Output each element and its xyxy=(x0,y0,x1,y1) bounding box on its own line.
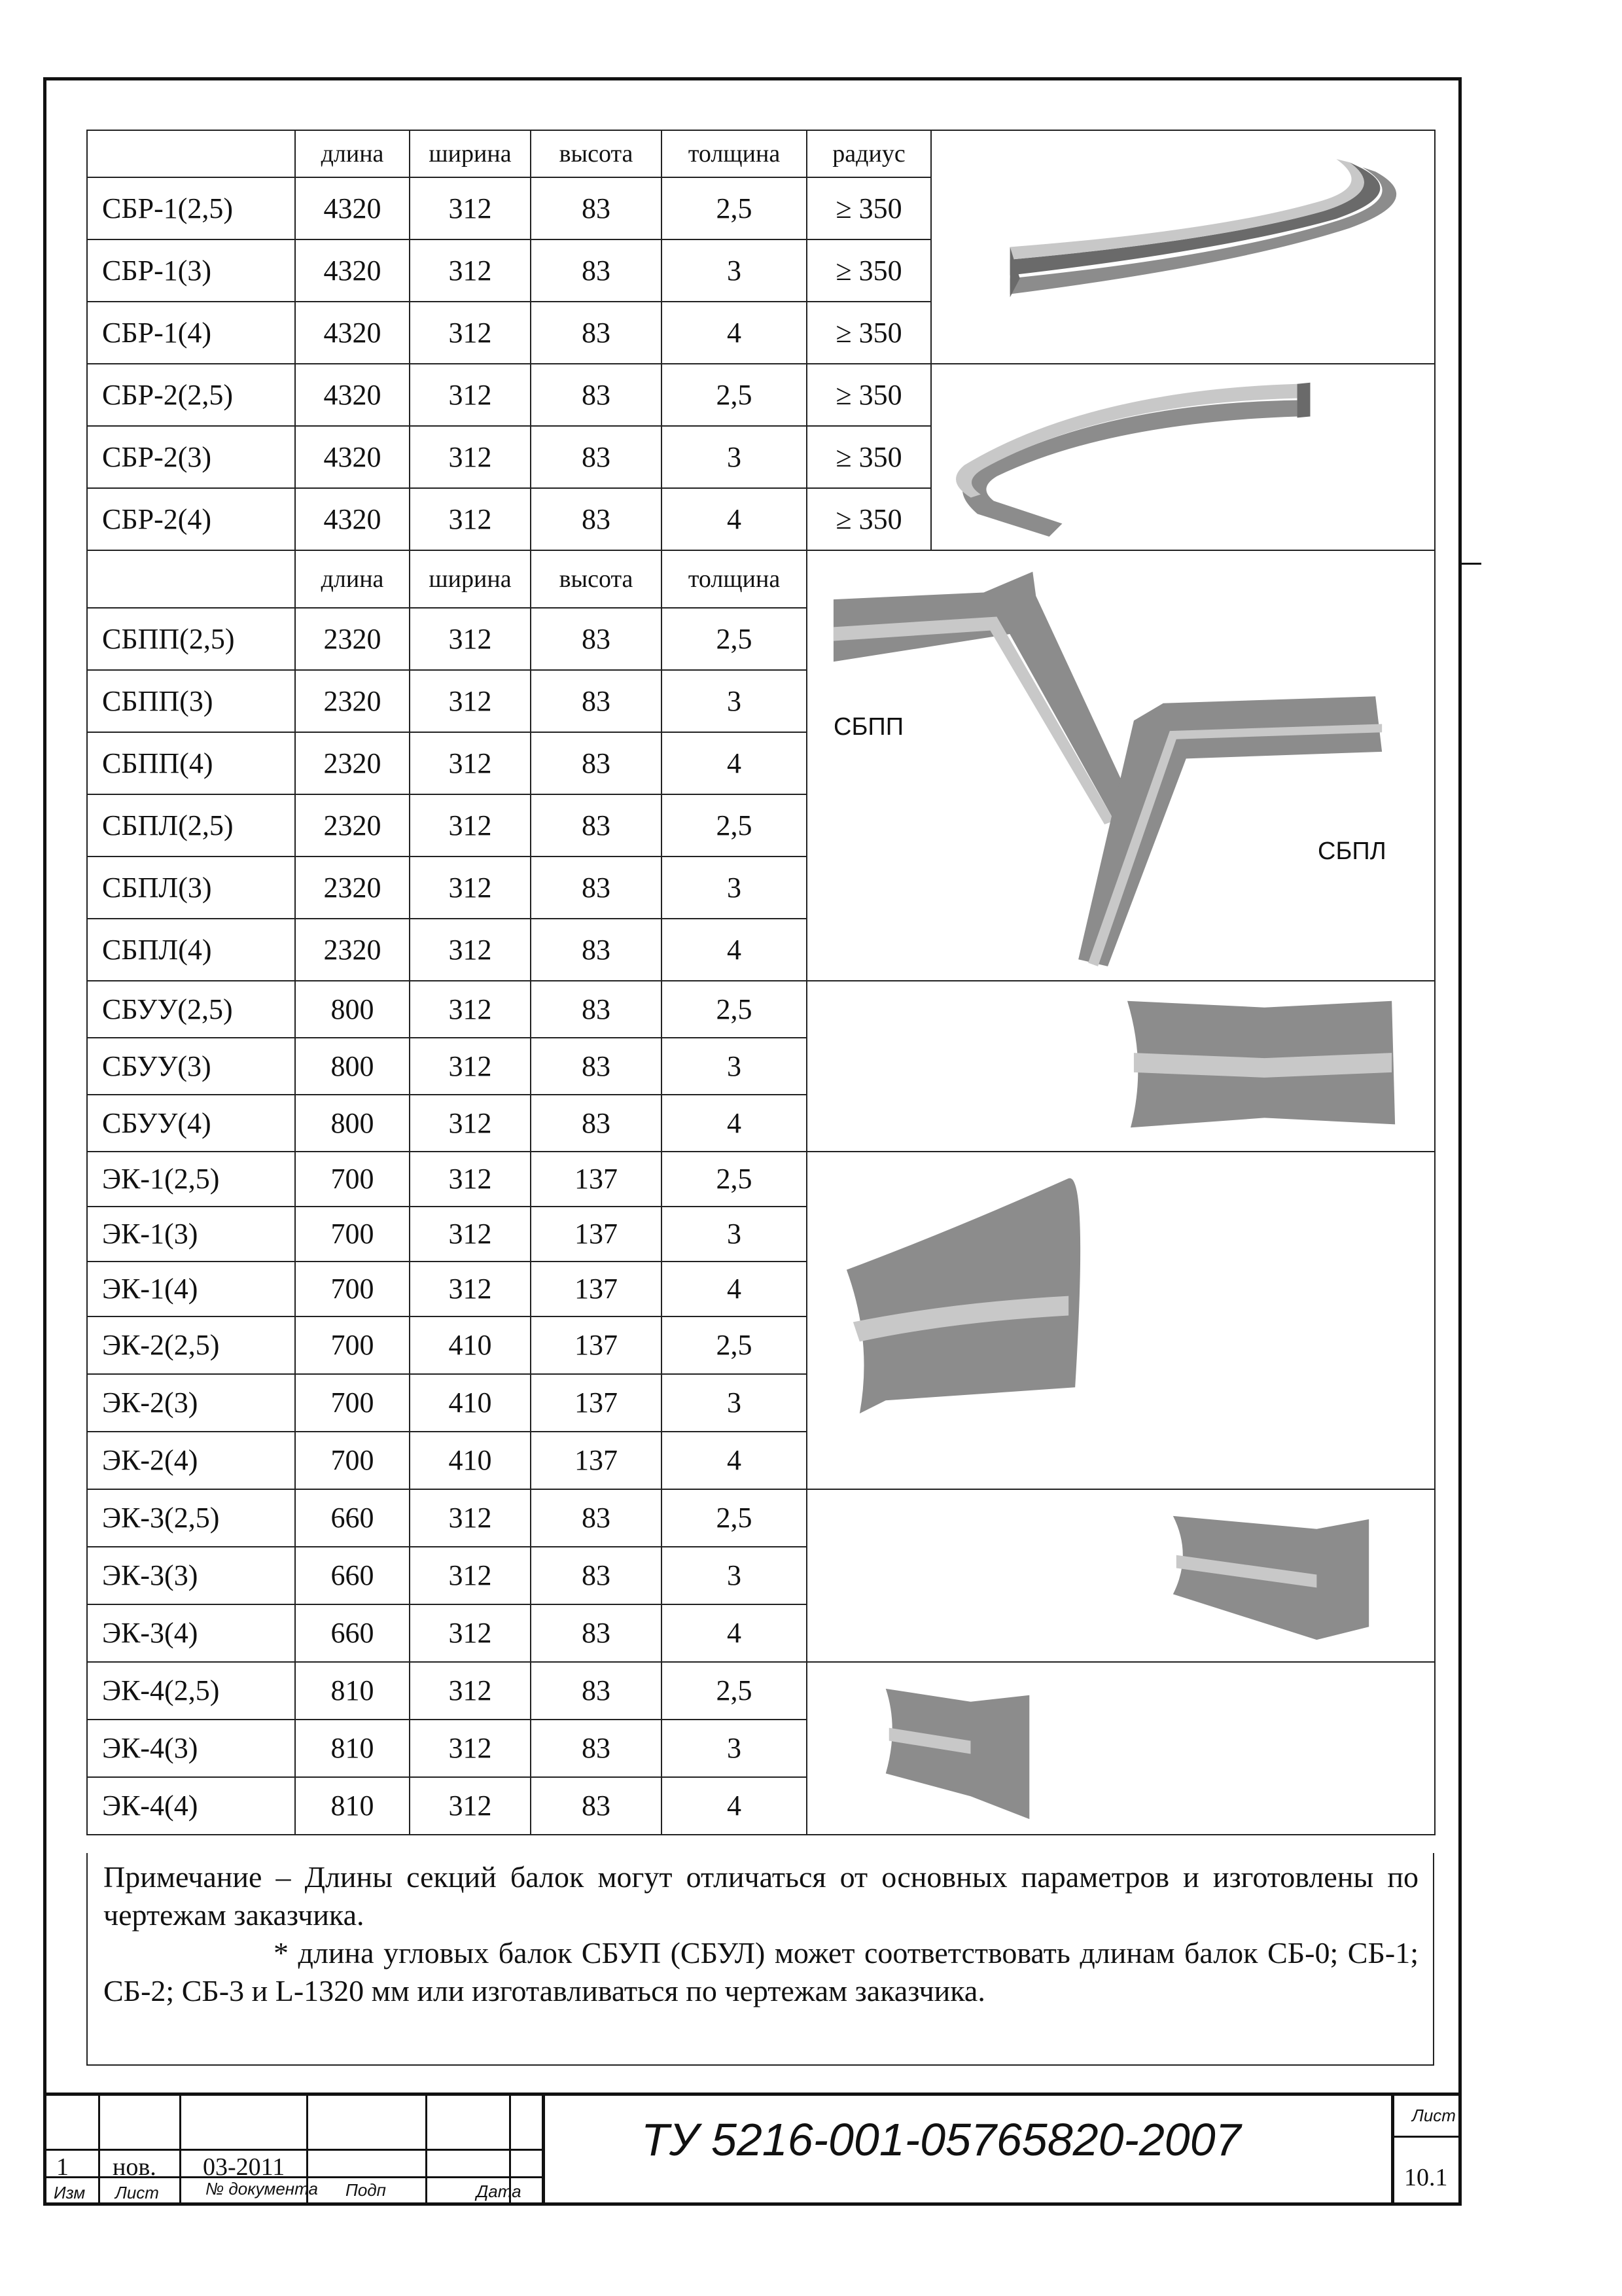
part-value: 410 xyxy=(410,1432,531,1489)
part-value: ≥ 350 xyxy=(807,239,931,302)
document-date: 03-2011 xyxy=(203,2153,285,2181)
part-value: 4 xyxy=(661,732,807,794)
part-value: 312 xyxy=(410,1720,531,1777)
header-height: высота xyxy=(531,130,661,177)
part-value: 83 xyxy=(531,1604,661,1662)
part-value: 83 xyxy=(531,670,661,732)
part-name: СБУУ(4) xyxy=(87,1095,295,1152)
part-value: 2,5 xyxy=(661,608,807,670)
table-row xyxy=(87,1152,1435,1207)
part-value: 4 xyxy=(661,488,807,550)
header-width: ширина xyxy=(410,130,531,177)
part-value: 800 xyxy=(295,1038,410,1095)
note-box xyxy=(86,1853,1434,2066)
part-value: 312 xyxy=(410,1262,531,1316)
sheet-number: 10.1 xyxy=(1404,2164,1448,2191)
part-name: СБР-2(4) xyxy=(87,488,295,550)
part-value: 312 xyxy=(410,1777,531,1835)
part-value: 312 xyxy=(410,1038,531,1095)
part-value: 2,5 xyxy=(661,1152,807,1207)
part-name: ЭК-1(4) xyxy=(87,1262,295,1316)
part-name: ЭК-3(3) xyxy=(87,1547,295,1604)
part-value: 2,5 xyxy=(661,364,807,426)
part-value: 4320 xyxy=(295,239,410,302)
part-value: 2,5 xyxy=(661,981,807,1038)
part-value: 2,5 xyxy=(661,1662,807,1720)
part-name: СБПЛ(4) xyxy=(87,919,295,981)
label-sbpp: СБПП xyxy=(834,713,904,741)
note-line-2: * длина угловых балок СБУП (СБУЛ) может соответствовать длинам балок СБ-0; СБ-1; СБ-2; СБ-3 и L-1320 мм или изготавливаться по чертежам заказчика. xyxy=(103,1936,1419,2007)
part-value: 2,5 xyxy=(661,1316,807,1374)
part-value: 312 xyxy=(410,239,531,302)
part-value: 700 xyxy=(295,1152,410,1207)
part-value: 83 xyxy=(531,488,661,550)
part-value: ≥ 350 xyxy=(807,364,931,426)
ek-1-ek-2-terminal-illustration xyxy=(847,1178,1080,1414)
part-value: 2320 xyxy=(295,857,410,919)
part-value: 810 xyxy=(295,1662,410,1720)
part-name: СБПП(2,5) xyxy=(87,608,295,670)
part-value: 83 xyxy=(531,364,661,426)
part-value: 700 xyxy=(295,1207,410,1262)
document-code: ТУ 5216-001-05765820-2007 xyxy=(641,2114,1241,2165)
part-value: 3 xyxy=(661,857,807,919)
part-value: 3 xyxy=(661,1038,807,1095)
part-value: 312 xyxy=(410,981,531,1038)
header-length: длина xyxy=(295,130,410,177)
part-name: СБПП(3) xyxy=(87,670,295,732)
part-value: 4 xyxy=(661,1432,807,1489)
part-value: 2320 xyxy=(295,608,410,670)
part-value: 83 xyxy=(531,857,661,919)
note-line-1: Примечание – Длины секций балок могут отличаться от основных параметров и изготовлены по чертежам заказчика. xyxy=(103,1860,1419,1932)
table-row xyxy=(87,981,1435,1038)
image-sbpp-sbpl xyxy=(807,550,1435,981)
part-name: ЭК-4(4) xyxy=(87,1777,295,1835)
part-value: 312 xyxy=(410,857,531,919)
table-row xyxy=(87,364,1435,426)
part-value: 83 xyxy=(531,1038,661,1095)
part-value: 312 xyxy=(410,1095,531,1152)
part-value: 700 xyxy=(295,1262,410,1316)
part-value: 700 xyxy=(295,1316,410,1374)
part-value: 312 xyxy=(410,608,531,670)
part-name: ЭК-4(2,5) xyxy=(87,1662,295,1720)
part-value: 312 xyxy=(410,1604,531,1662)
sheet-caption: Лист xyxy=(1412,2106,1456,2125)
part-name: СБР-1(3) xyxy=(87,239,295,302)
part-value: 660 xyxy=(295,1489,410,1547)
part-value: 83 xyxy=(531,239,661,302)
part-value: 312 xyxy=(410,1547,531,1604)
part-value: 83 xyxy=(531,1777,661,1835)
part-value: 4320 xyxy=(295,488,410,550)
part-value: 137 xyxy=(531,1207,661,1262)
part-value: 83 xyxy=(531,1095,661,1152)
sbr-1-beam-illustration xyxy=(1010,159,1396,297)
part-value: 83 xyxy=(531,732,661,794)
part-value: 137 xyxy=(531,1262,661,1316)
change-number: 1 xyxy=(56,2153,69,2181)
part-value: 3 xyxy=(661,1207,807,1262)
sbuu-beam-illustration xyxy=(1127,1001,1395,1128)
part-value: 800 xyxy=(295,981,410,1038)
header-radius: радиус xyxy=(807,130,931,177)
part-value: 83 xyxy=(531,608,661,670)
part-value: 4 xyxy=(661,1604,807,1662)
header-row xyxy=(87,130,1435,177)
part-name: СБР-1(4) xyxy=(87,302,295,364)
header-thickness: толщина xyxy=(661,550,807,608)
caption-document: № документа xyxy=(205,2179,318,2199)
part-value: 2320 xyxy=(295,732,410,794)
part-value: 660 xyxy=(295,1604,410,1662)
caption-izm: Изм xyxy=(54,2183,86,2202)
part-value: 810 xyxy=(295,1777,410,1835)
table-row xyxy=(87,1662,1435,1720)
part-name: СБР-2(2,5) xyxy=(87,364,295,426)
part-value: 312 xyxy=(410,302,531,364)
part-value: 4320 xyxy=(295,177,410,239)
ek-3-terminal-illustration xyxy=(1173,1516,1369,1640)
part-value: 312 xyxy=(410,364,531,426)
part-value: 312 xyxy=(410,1207,531,1262)
part-name: ЭК-2(4) xyxy=(87,1432,295,1489)
part-value: 137 xyxy=(531,1152,661,1207)
header-height: высота xyxy=(531,550,661,608)
part-value: 2,5 xyxy=(661,1489,807,1547)
part-value: 410 xyxy=(410,1316,531,1374)
sbr-2-beam-illustration xyxy=(956,383,1310,537)
part-name: ЭК-3(4) xyxy=(87,1604,295,1662)
image-ek3 xyxy=(807,1489,1435,1662)
part-value: 312 xyxy=(410,1489,531,1547)
part-value: 137 xyxy=(531,1316,661,1374)
part-value: 312 xyxy=(410,426,531,488)
header-length: длина xyxy=(295,550,410,608)
part-value: 4 xyxy=(661,302,807,364)
part-value: 2320 xyxy=(295,919,410,981)
part-value: ≥ 350 xyxy=(807,426,931,488)
margin-tick xyxy=(1462,563,1481,565)
part-value: 700 xyxy=(295,1432,410,1489)
sheet-value: нов. xyxy=(113,2153,156,2181)
part-value: 83 xyxy=(531,794,661,857)
caption-podp: Подп xyxy=(345,2180,386,2200)
part-name: СБУУ(3) xyxy=(87,1038,295,1095)
part-value: 700 xyxy=(295,1374,410,1432)
part-value: 4 xyxy=(661,919,807,981)
header-row xyxy=(87,550,1435,608)
part-name: СБУУ(2,5) xyxy=(87,981,295,1038)
part-value: 4 xyxy=(661,1262,807,1316)
part-name: ЭК-2(3) xyxy=(87,1374,295,1432)
part-value: 3 xyxy=(661,670,807,732)
part-value: 312 xyxy=(410,1152,531,1207)
part-value: 3 xyxy=(661,426,807,488)
part-name: СБР-1(2,5) xyxy=(87,177,295,239)
part-value: 4320 xyxy=(295,302,410,364)
header-blank xyxy=(87,550,295,608)
part-value: 83 xyxy=(531,919,661,981)
part-value: 2320 xyxy=(295,794,410,857)
part-value: 137 xyxy=(531,1432,661,1489)
image-sbr-2 xyxy=(931,364,1435,550)
part-value: 4320 xyxy=(295,364,410,426)
part-name: СБР-2(3) xyxy=(87,426,295,488)
part-value: 83 xyxy=(531,1720,661,1777)
part-value: 660 xyxy=(295,1547,410,1604)
part-value: 312 xyxy=(410,1662,531,1720)
part-value: 312 xyxy=(410,919,531,981)
part-value: 4320 xyxy=(295,426,410,488)
part-name: СБПП(4) xyxy=(87,732,295,794)
label-sbpl: СБПЛ xyxy=(1318,838,1386,865)
part-value: 137 xyxy=(531,1374,661,1432)
part-name: ЭК-1(2,5) xyxy=(87,1152,295,1207)
part-value: 3 xyxy=(661,1720,807,1777)
ek-4-terminal-illustration xyxy=(886,1689,1030,1819)
part-name: СБПЛ(3) xyxy=(87,857,295,919)
part-value: 3 xyxy=(661,1374,807,1432)
header-width: ширина xyxy=(410,550,531,608)
part-value: 83 xyxy=(531,426,661,488)
part-name: ЭК-4(3) xyxy=(87,1720,295,1777)
image-ek12 xyxy=(807,1152,1435,1489)
part-value: 83 xyxy=(531,981,661,1038)
caption-data: Дата xyxy=(476,2181,521,2201)
part-name: СБПЛ(2,5) xyxy=(87,794,295,857)
part-value: 800 xyxy=(295,1095,410,1152)
part-value: ≥ 350 xyxy=(807,177,931,239)
parts-table xyxy=(86,130,1436,1835)
part-value: 312 xyxy=(410,177,531,239)
header-blank xyxy=(87,130,295,177)
part-value: 83 xyxy=(531,1662,661,1720)
part-value: 4 xyxy=(661,1777,807,1835)
part-value: 312 xyxy=(410,732,531,794)
part-name: ЭК-1(3) xyxy=(87,1207,295,1262)
part-value: 2,5 xyxy=(661,177,807,239)
part-value: 3 xyxy=(661,1547,807,1604)
part-value: 312 xyxy=(410,794,531,857)
table-row xyxy=(87,1489,1435,1547)
part-value: 4 xyxy=(661,1095,807,1152)
part-value: 83 xyxy=(531,177,661,239)
part-value: 3 xyxy=(661,239,807,302)
part-value: ≥ 350 xyxy=(807,488,931,550)
image-sbuu xyxy=(807,981,1435,1152)
image-ek4 xyxy=(807,1662,1435,1835)
part-value: 83 xyxy=(531,1547,661,1604)
part-name: ЭК-2(2,5) xyxy=(87,1316,295,1374)
sbpp-sbpl-beam-illustration xyxy=(834,572,1382,966)
part-value: 2,5 xyxy=(661,794,807,857)
header-thickness: толщина xyxy=(661,130,807,177)
part-value: 410 xyxy=(410,1374,531,1432)
part-value: 2320 xyxy=(295,670,410,732)
part-value: 312 xyxy=(410,670,531,732)
part-value: 83 xyxy=(531,1489,661,1547)
part-name: ЭК-3(2,5) xyxy=(87,1489,295,1547)
part-value: 312 xyxy=(410,488,531,550)
part-value: ≥ 350 xyxy=(807,302,931,364)
caption-list: Лист xyxy=(115,2183,159,2202)
part-value: 810 xyxy=(295,1720,410,1777)
image-sbr-1 xyxy=(931,130,1435,364)
part-value: 83 xyxy=(531,302,661,364)
